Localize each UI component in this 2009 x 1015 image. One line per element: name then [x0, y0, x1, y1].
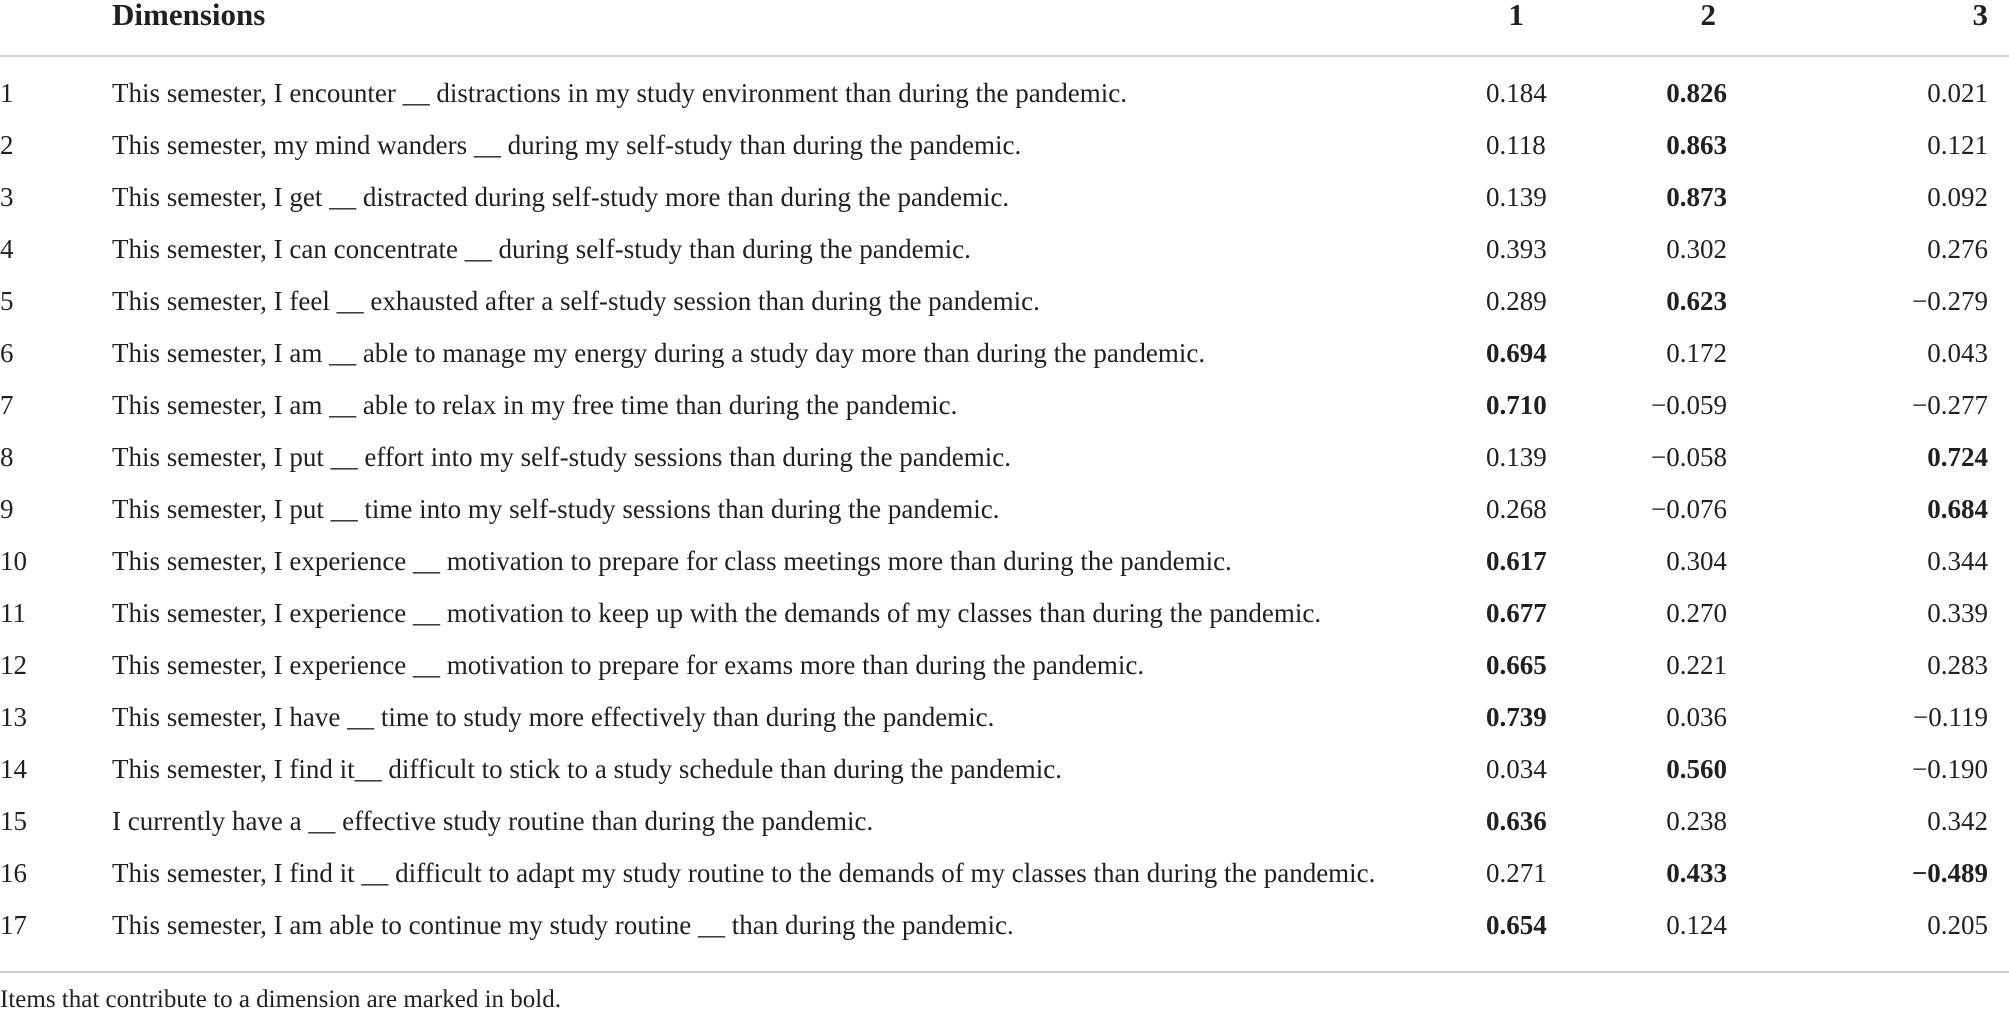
- table-row: [0, 691, 2009, 743]
- loading-dimension-1: 0.677: [1486, 598, 1547, 628]
- table-body: [0, 56, 2009, 965]
- table-row: [0, 795, 2009, 847]
- item-text: This semester, I am able to continue my study routine __ than during the pandemic.: [112, 910, 1014, 940]
- loading-dimension-2: −0.059: [1651, 390, 1727, 420]
- loading-dimension-3: −0.277: [1912, 390, 1988, 420]
- loading-dimension-3: 0.342: [1927, 806, 1988, 836]
- table-row: [0, 847, 2009, 899]
- row-number: 7: [0, 390, 14, 420]
- header-row-number: [0, 0, 112, 56]
- item-text: This semester, I experience __ motivation to prepare for class meetings more than during the pandemic.: [112, 546, 1232, 576]
- loading-dimension-3: −0.190: [1912, 754, 1988, 784]
- loading-dimension-1: 0.636: [1486, 806, 1547, 836]
- loading-dimension-3: −0.489: [1911, 858, 1988, 888]
- loading-dimension-3: 0.276: [1927, 234, 1988, 264]
- loading-dimension-1: 0.268: [1486, 494, 1547, 524]
- item-text: This semester, I am __ able to manage my energy during a study day more than during the pandemic.: [112, 338, 1206, 368]
- item-text: This semester, I feel __ exhausted after a self-study session than during the pandemic.: [112, 286, 1040, 316]
- loading-dimension-1: 0.139: [1486, 182, 1547, 212]
- loading-dimension-2: 0.270: [1666, 598, 1727, 628]
- loading-dimension-1: 0.654: [1486, 910, 1547, 940]
- item-text: This semester, I have __ time to study more effectively than during the pandemic.: [112, 702, 995, 732]
- loading-dimension-1: 0.289: [1486, 286, 1547, 316]
- table-row: [0, 327, 2009, 379]
- loading-dimension-2: 0.124: [1666, 910, 1727, 940]
- loading-dimension-3: 0.121: [1927, 130, 1988, 160]
- loading-dimension-2: 0.238: [1666, 806, 1727, 836]
- loading-dimension-3: 0.021: [1927, 78, 1988, 108]
- row-number: 9: [0, 494, 14, 524]
- loading-dimension-2: 0.221: [1666, 650, 1727, 680]
- loading-dimension-2: 0.302: [1666, 234, 1727, 264]
- loading-dimension-2: −0.076: [1651, 494, 1727, 524]
- loading-dimension-1: 0.184: [1486, 78, 1547, 108]
- loading-dimension-3: 0.339: [1927, 598, 1988, 628]
- loading-dimension-3: 0.684: [1927, 494, 1988, 524]
- table-row: [0, 171, 2009, 223]
- table-row: [0, 535, 2009, 587]
- row-number: 10: [0, 546, 27, 576]
- row-number: 16: [0, 858, 27, 888]
- loading-dimension-1: 0.710: [1486, 390, 1547, 420]
- header-dimension-2: 2: [1626, 0, 1794, 56]
- table-row: [0, 275, 2009, 327]
- table-footnote: Items that contribute to a dimension are marked in bold.: [0, 986, 561, 1013]
- header-row: [0, 0, 2009, 56]
- loading-dimension-3: 0.344: [1927, 546, 1988, 576]
- item-text: This semester, I put __ effort into my self-study sessions than during the pandemic.: [112, 442, 1012, 472]
- table-bottom-rule: [0, 971, 2009, 973]
- row-number: 5: [0, 286, 14, 316]
- row-number: 13: [0, 702, 27, 732]
- loading-dimension-2: 0.036: [1666, 702, 1727, 732]
- item-text: This semester, I experience __ motivation to prepare for exams more than during the pandemic.: [112, 650, 1145, 680]
- loading-dimension-2: 0.826: [1666, 78, 1727, 108]
- table-row: [0, 119, 2009, 171]
- row-number: 14: [0, 754, 27, 784]
- table-row: [0, 223, 2009, 275]
- header-dimension-1: 1: [1486, 0, 1626, 56]
- item-text: This semester, my mind wanders __ during my self-study than during the pandemic.: [112, 130, 1022, 160]
- row-number: 11: [0, 598, 26, 628]
- loading-dimension-2: 0.304: [1666, 546, 1727, 576]
- table-row: [0, 639, 2009, 691]
- loading-dimension-1: 0.139: [1486, 442, 1547, 472]
- item-text: This semester, I am __ able to relax in my free time than during the pandemic.: [112, 390, 958, 420]
- item-text: This semester, I put __ time into my self-study sessions than during the pandemic.: [112, 494, 1000, 524]
- loading-dimension-3: 0.283: [1927, 650, 1988, 680]
- table-row: [0, 587, 2009, 639]
- loading-dimension-3: 0.092: [1927, 182, 1988, 212]
- row-number: 4: [0, 234, 14, 264]
- loading-dimension-2: 0.172: [1666, 338, 1727, 368]
- table-row: [0, 431, 2009, 483]
- row-number: 2: [0, 130, 14, 160]
- loading-dimension-2: 0.863: [1666, 130, 1727, 160]
- loading-dimension-1: 0.617: [1486, 546, 1547, 576]
- loading-dimension-1: 0.034: [1486, 754, 1547, 784]
- item-text: This semester, I get __ distracted during self-study more than during the pandemic.: [112, 182, 1010, 212]
- loading-dimension-2: 0.560: [1666, 754, 1727, 784]
- loading-dimension-3: 0.205: [1927, 910, 1988, 940]
- item-text: This semester, I encounter __ distractions in my study environment than during the pandemic.: [112, 78, 1127, 108]
- table-row: [0, 379, 2009, 431]
- row-number: 1: [0, 78, 14, 108]
- item-text: This semester, I can concentrate __ during self-study than during the pandemic.: [112, 234, 971, 264]
- item-text: This semester, I find it__ difficult to stick to a study schedule than during the pandemic.: [112, 754, 1062, 784]
- item-text: This semester, I find it __ difficult to adapt my study routine to the demands of my classes than during the pandemic.: [112, 858, 1376, 888]
- loading-dimension-2: 0.623: [1666, 286, 1727, 316]
- loading-dimension-1: 0.665: [1486, 650, 1547, 680]
- loading-dimension-3: 0.043: [1927, 338, 1988, 368]
- loading-dimension-1: 0.118: [1486, 130, 1546, 160]
- table-row: [0, 56, 2009, 119]
- table-row: [0, 899, 2009, 965]
- row-number: 3: [0, 182, 14, 212]
- loading-dimension-1: 0.694: [1486, 338, 1547, 368]
- table-row: [0, 483, 2009, 535]
- loading-dimension-3: −0.279: [1912, 286, 1988, 316]
- header-dimension-3: 3: [1794, 0, 2009, 56]
- row-number: 17: [0, 910, 27, 940]
- loading-dimension-3: 0.724: [1927, 442, 1988, 472]
- loading-dimension-3: −0.119: [1913, 702, 1988, 732]
- item-text: This semester, I experience __ motivation to keep up with the demands of my classes than during the pandemic.: [112, 598, 1322, 628]
- loading-dimension-1: 0.271: [1486, 858, 1547, 888]
- table-row: [0, 743, 2009, 795]
- row-number: 12: [0, 650, 27, 680]
- loading-dimension-1: 0.393: [1486, 234, 1547, 264]
- item-text: I currently have a __ effective study routine than during the pandemic.: [112, 806, 874, 836]
- row-number: 15: [0, 806, 27, 836]
- loading-dimension-1: 0.739: [1486, 702, 1547, 732]
- row-number: 8: [0, 442, 14, 472]
- row-number: 6: [0, 338, 14, 368]
- loading-dimension-2: 0.873: [1666, 182, 1727, 212]
- loading-dimension-2: −0.058: [1651, 442, 1727, 472]
- header-dimensions: Dimensions: [112, 0, 1486, 56]
- table-header: [0, 0, 2009, 56]
- loading-dimension-2: 0.433: [1666, 858, 1727, 888]
